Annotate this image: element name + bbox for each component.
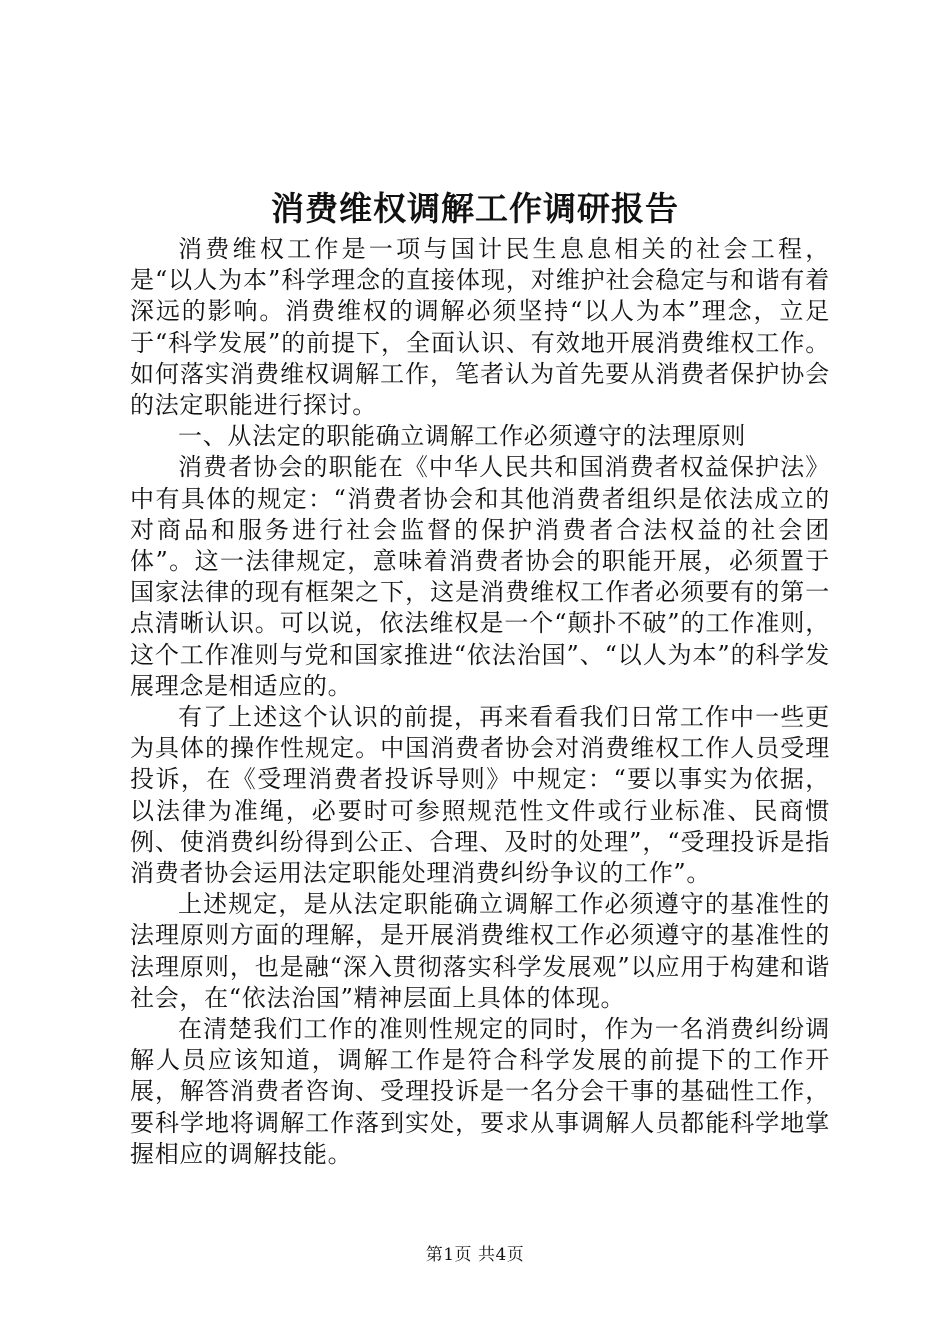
document-title: 消费维权调解工作调研报告 xyxy=(271,189,679,228)
paragraph-mediation-skills: 在清楚我们工作的准则性规定的同时，作为一名消费纠纷调解人员应该知道，调解工作是符合科学发展的前提下的工作开展，解答消费者咨询、受理投诉是一名分会干事的基础性工作，要科学地将调解工作落到实处，要求从事调解人员都能科学地掌握相应的调解技能。 xyxy=(130,1015,830,1168)
paragraph-intro: 消费维权工作是一项与国计民生息息相关的社会工程，是“以人为本”科学理念的直接体现，对维护社会稳定与和谐有着深远的影响。消费维权的调解必须坚持“以人为本”理念，立足于“科学发展”的前提下，全面认识、有效地开展消费维权工作。如何落实消费维权调解工作，笔者认为首先要从消费者保护协会的法定职能进行探讨。 xyxy=(130,235,830,420)
section-heading-1: 一、从法定的职能确立调解工作必须遵守的法理原则 xyxy=(178,422,747,451)
paragraph-operational-rules: 有了上述这个认识的前提，再来看看我们日常工作中一些更为具体的操作性规定。中国消费者协会对消费维权工作人员受理投诉，在《受理消费者投诉导则》中规定：“要以事实为依据，以法律为准绳，必要时可参照规范性文件或行业标准、民商惯例、使消费纠纷得到公正、合理、及时的处理”，“受理投诉是指消费者协会运用法定职能处理消费纠纷争议的工作”。 xyxy=(130,703,830,888)
paragraph-principles: 上述规定，是从法定职能确立调解工作必须遵守的基准性的法理原则方面的理解，是开展消费维权工作必须遵守的基准性的法理原则，也是融“深入贯彻落实科学发展观”以应用于构建和谐社会，在“依法治国”精神层面上具体的体现。 xyxy=(130,890,830,1012)
document-body xyxy=(130,234,830,1170)
paragraph-legal-basis: 消费者协会的职能在《中华人民共和国消费者权益保护法》中有具体的规定：“消费者协会和其他消费者组织是依法成立的对商品和服务进行社会监督的保护消费者合法权益的社会团体”。这一法律规定，意味着消费者协会的职能开展，必须置于国家法律的现有框架之下，这是消费维权工作者必须要有的第一点清晰认识。可以说，依法维权是一个“颠扑不破”的工作准则，这个工作准则与党和国家推进“依法治国”、“以人为本”的科学发展理念是相适应的。 xyxy=(130,453,830,700)
page-number-footer: 第1页 共4页 xyxy=(425,1245,525,1265)
